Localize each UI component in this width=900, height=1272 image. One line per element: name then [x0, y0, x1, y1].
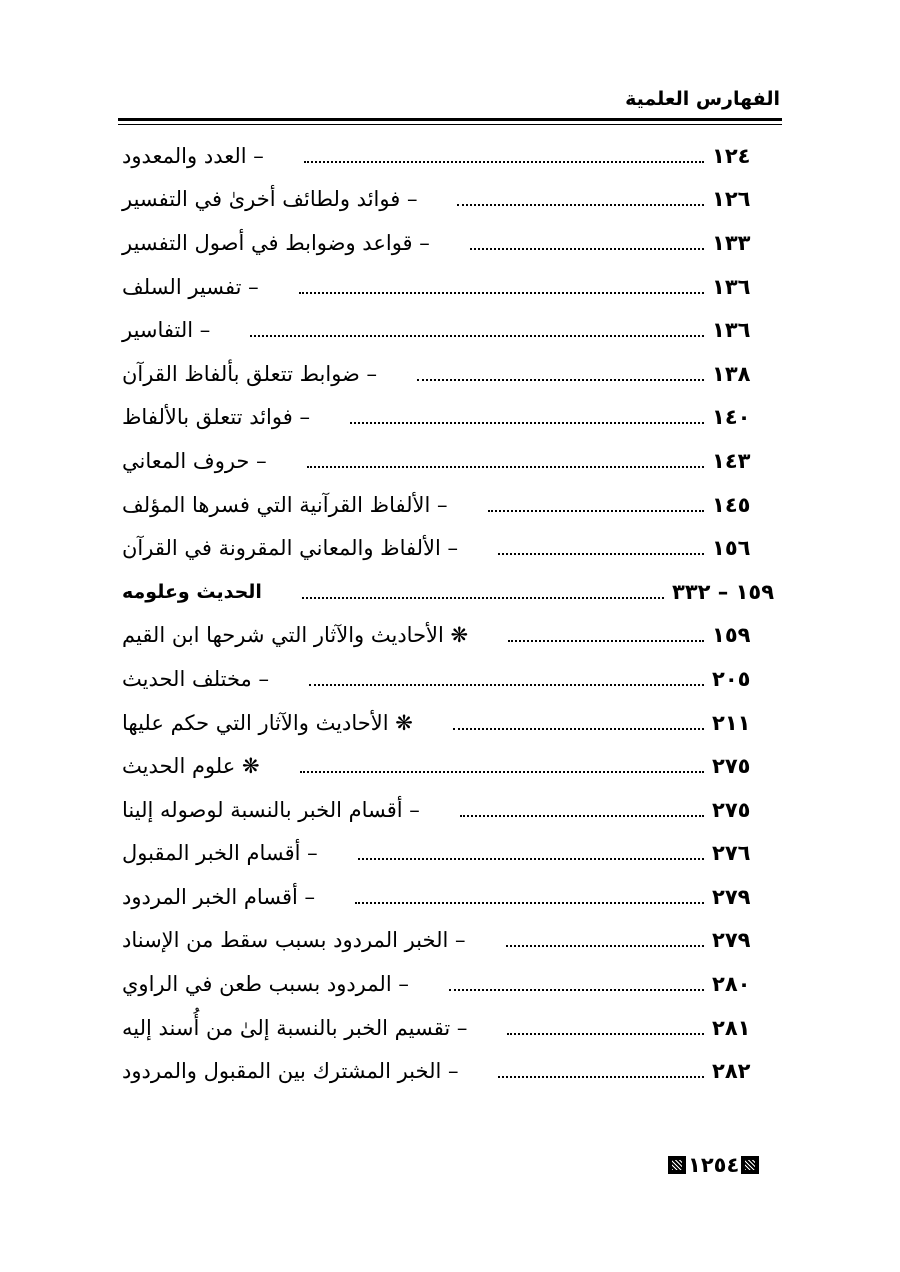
section-title: الحديث وعلومه: [122, 580, 262, 603]
toc-entry-row: [118, 832, 782, 876]
dot-leader: [507, 1033, 704, 1035]
entry-title: – الخبر المشترك بين المقبول والمردود: [122, 1059, 459, 1084]
toc-section-row: [118, 570, 782, 614]
entry-page-number: ١٣٦: [712, 318, 751, 343]
entry-page-number: ١٤٣: [712, 448, 751, 473]
page-number: ١٢٥٤: [688, 1153, 740, 1177]
header-rule-thick: [118, 118, 782, 121]
entry-page-number: ٢١١: [712, 710, 751, 735]
dot-leader: [508, 640, 704, 642]
toc-entry-row: [118, 439, 782, 483]
entry-title: – الألفاظ والمعاني المقرونة في القرآن: [122, 536, 458, 561]
entry-page-number: ٢٧٩: [712, 884, 751, 909]
entry-title: – تقسيم الخبر بالنسبة إلىٰ من أُسند إليه: [122, 1015, 468, 1040]
entry-page-number: ٢٧٥: [712, 754, 751, 779]
entry-title: – العدد والمعدود: [122, 143, 264, 168]
entry-page-number: ١٣٦: [712, 274, 751, 299]
entry-title: – أقسام الخبر المقبول: [122, 841, 318, 866]
dot-leader: [358, 858, 704, 860]
dot-leader: [460, 815, 704, 817]
toc-entry-row: [118, 1049, 782, 1093]
entry-page-number: ٢٨٢: [712, 1059, 751, 1084]
toc-entry-row: [118, 919, 782, 963]
entry-title: ❋ الأحاديث والآثار التي حكم عليها: [122, 710, 413, 735]
entry-page-number: ١٥٩ – ٣٣٢: [672, 579, 775, 604]
toc-entry-row: [118, 483, 782, 527]
dot-leader: [506, 945, 705, 947]
ornament-icon: [668, 1156, 686, 1174]
dot-leader: [309, 684, 704, 686]
ornament-icon: [741, 1156, 759, 1174]
entry-page-number: ١٢٤: [712, 143, 751, 168]
toc-entry-row: [118, 178, 782, 222]
toc-entry-row: [118, 614, 782, 658]
entry-page-number: ١٥٦: [712, 536, 751, 561]
toc-entry-row: [118, 134, 782, 178]
toc-entry-row: [118, 265, 782, 309]
entry-title: – ضوابط تتعلق بألفاظ القرآن: [122, 361, 378, 386]
toc-entry-row: [118, 221, 782, 265]
dot-leader: [307, 466, 704, 468]
dot-leader: [449, 989, 704, 991]
dot-leader: [304, 161, 704, 163]
toc-entry-row: [118, 526, 782, 570]
entry-page-number: ٢٨٠: [712, 972, 751, 997]
dot-leader: [250, 335, 704, 337]
dot-leader: [300, 771, 704, 773]
entry-title: – حروف المعاني: [122, 448, 267, 473]
entry-title: – أقسام الخبر المردود: [122, 884, 316, 909]
entry-page-number: ١٤٠: [712, 405, 751, 430]
dot-leader: [453, 728, 704, 730]
entry-page-number: ٢٨١: [712, 1015, 751, 1040]
toc-entry-row: [118, 701, 782, 745]
entry-title: ❋ الأحاديث والآثار التي شرحها ابن القيم: [122, 623, 469, 648]
entry-page-number: ١٣٣: [712, 230, 751, 255]
entry-title: – التفاسير: [122, 318, 211, 343]
dot-leader: [488, 510, 704, 512]
entry-page-number: ١٢٦: [712, 187, 751, 212]
entry-page-number: ٢٧٦: [712, 841, 751, 866]
entry-page-number: ٢٧٩: [712, 928, 751, 953]
table-of-contents: [118, 134, 782, 1093]
entry-page-number: ١٤٥: [712, 492, 751, 517]
toc-entry-row: [118, 396, 782, 440]
dot-leader: [302, 597, 664, 599]
entry-title: – المردود بسبب طعن في الراوي: [122, 972, 409, 997]
header-rule-thin: [118, 124, 782, 125]
dot-leader: [457, 204, 704, 206]
entry-title: – قواعد وضوابط في أصول التفسير: [122, 230, 430, 255]
dot-leader: [350, 422, 704, 424]
toc-entry-row: [118, 657, 782, 701]
entry-title: – أقسام الخبر بالنسبة لوصوله إلينا: [122, 797, 420, 822]
entry-title: – فوائد تتعلق بالألفاظ: [122, 405, 310, 430]
entry-page-number: ٢٧٥: [712, 797, 751, 822]
running-header: الفهارس العلمية: [625, 88, 780, 110]
toc-entry-row: [118, 875, 782, 919]
dot-leader: [498, 553, 704, 555]
dot-leader: [299, 292, 704, 294]
dot-leader: [355, 902, 704, 904]
dot-leader: [470, 248, 704, 250]
entry-title: ❋ علوم الحديث: [122, 754, 260, 779]
entry-title: – تفسير السلف: [122, 274, 259, 299]
entry-title: – الخبر المردود بسبب سقط من الإسناد: [122, 928, 466, 953]
dot-leader: [417, 379, 704, 381]
entry-title: – مختلف الحديث: [122, 666, 269, 691]
entry-title: – فوائد ولطائف أخرىٰ في التفسير: [122, 187, 418, 212]
entry-page-number: ١٣٨: [712, 361, 751, 386]
page-footer: [668, 1153, 759, 1177]
entry-page-number: ٢٠٥: [712, 666, 751, 691]
dot-leader: [498, 1076, 704, 1078]
toc-entry-row: [118, 352, 782, 396]
toc-entry-row: [118, 1006, 782, 1050]
toc-entry-row: [118, 962, 782, 1006]
toc-entry-row: [118, 788, 782, 832]
entry-title: – الألفاظ القرآنية التي فسرها المؤلف: [122, 492, 448, 517]
entry-page-number: ١٥٩: [712, 623, 751, 648]
toc-entry-row: [118, 308, 782, 352]
toc-entry-row: [118, 744, 782, 788]
